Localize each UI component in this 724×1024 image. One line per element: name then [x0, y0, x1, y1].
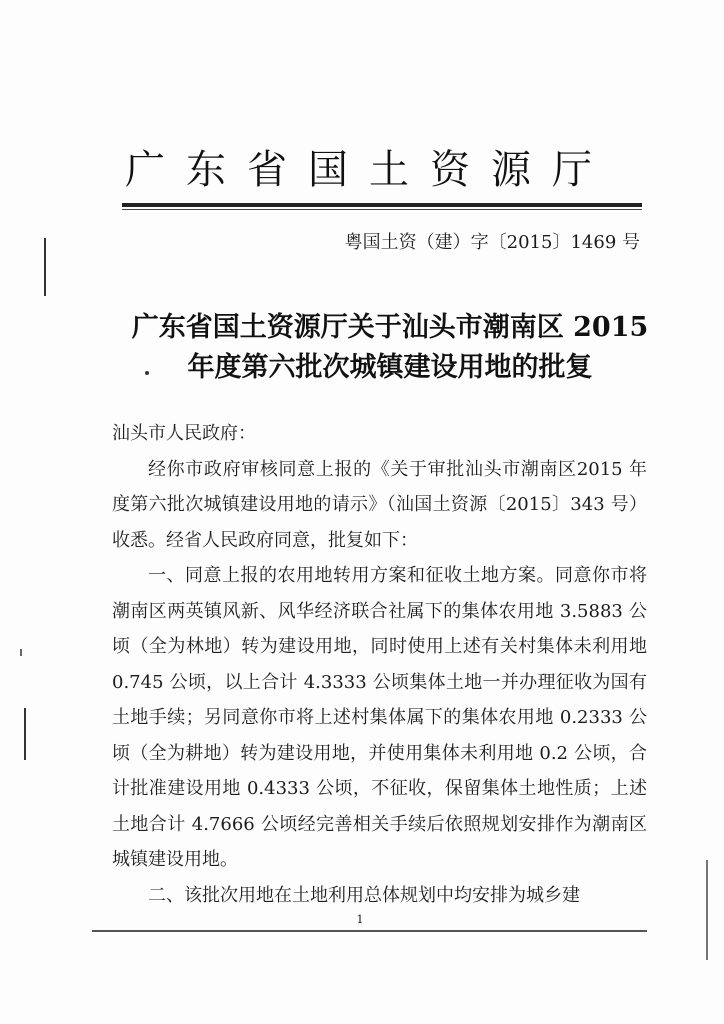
- scan-artifact: [145, 371, 149, 375]
- document-body: [112, 416, 647, 913]
- title-line-1: 广东省国土资源厅关于汕头市潮南区 2015: [131, 312, 649, 343]
- footer-rule: [92, 930, 647, 932]
- salutation: 汕头市人民政府：: [112, 423, 256, 444]
- scan-artifact: [20, 649, 22, 656]
- page-number: 1: [356, 913, 364, 926]
- issuer-heading: 广东省国土资源厅: [125, 147, 613, 193]
- header-rule-thin: [122, 209, 642, 210]
- scan-artifact: [706, 860, 708, 960]
- document-number: 粤国土资（建）字〔2015〕1469 号: [344, 232, 640, 253]
- scan-artifact: [24, 708, 26, 760]
- title-line-2: 年度第六批次城镇建设用地的批复: [187, 352, 593, 383]
- header-rule-thick: [122, 203, 642, 207]
- paragraph-item-2: 二、该批次用地在土地利用总体规划中均安排为城乡建: [148, 884, 580, 906]
- paragraph-intro: 经你市政府审核同意上报的《关于审批汕头市潮南区2015 年度第六批次城镇建设用地的请示》（汕国土资源〔2015〕343 号）收悉。经省人民政府同意，批复如下：: [112, 458, 647, 551]
- document-title: [110, 308, 670, 388]
- scan-artifact: [44, 238, 46, 296]
- paragraph-item-1: 一、同意上报的农用地转用方案和征收土地方案。同意你市将潮南区两英镇风新、风华经济联合社属下的集体农用地 3.5883 公顷（全为林地）转为建设用地，同时使用上述有关村集体未利用地 0.745 公顷，以上合计 4.3333 公顷集体土地一并办理征收为国有土地手续；另同意你市将上述村集体属下的集体农用地 0.2333 公顷（全为耕地）转为建设用地，并使用集体未利用地 0.2 公顷，合计批准建设用地 0.4333 公顷，不征收，保留集体土地性质；上述土地合计 4.7666 公顷经完善相关手续后依照规划安排作为潮南区城镇建设用地。: [112, 565, 647, 870]
